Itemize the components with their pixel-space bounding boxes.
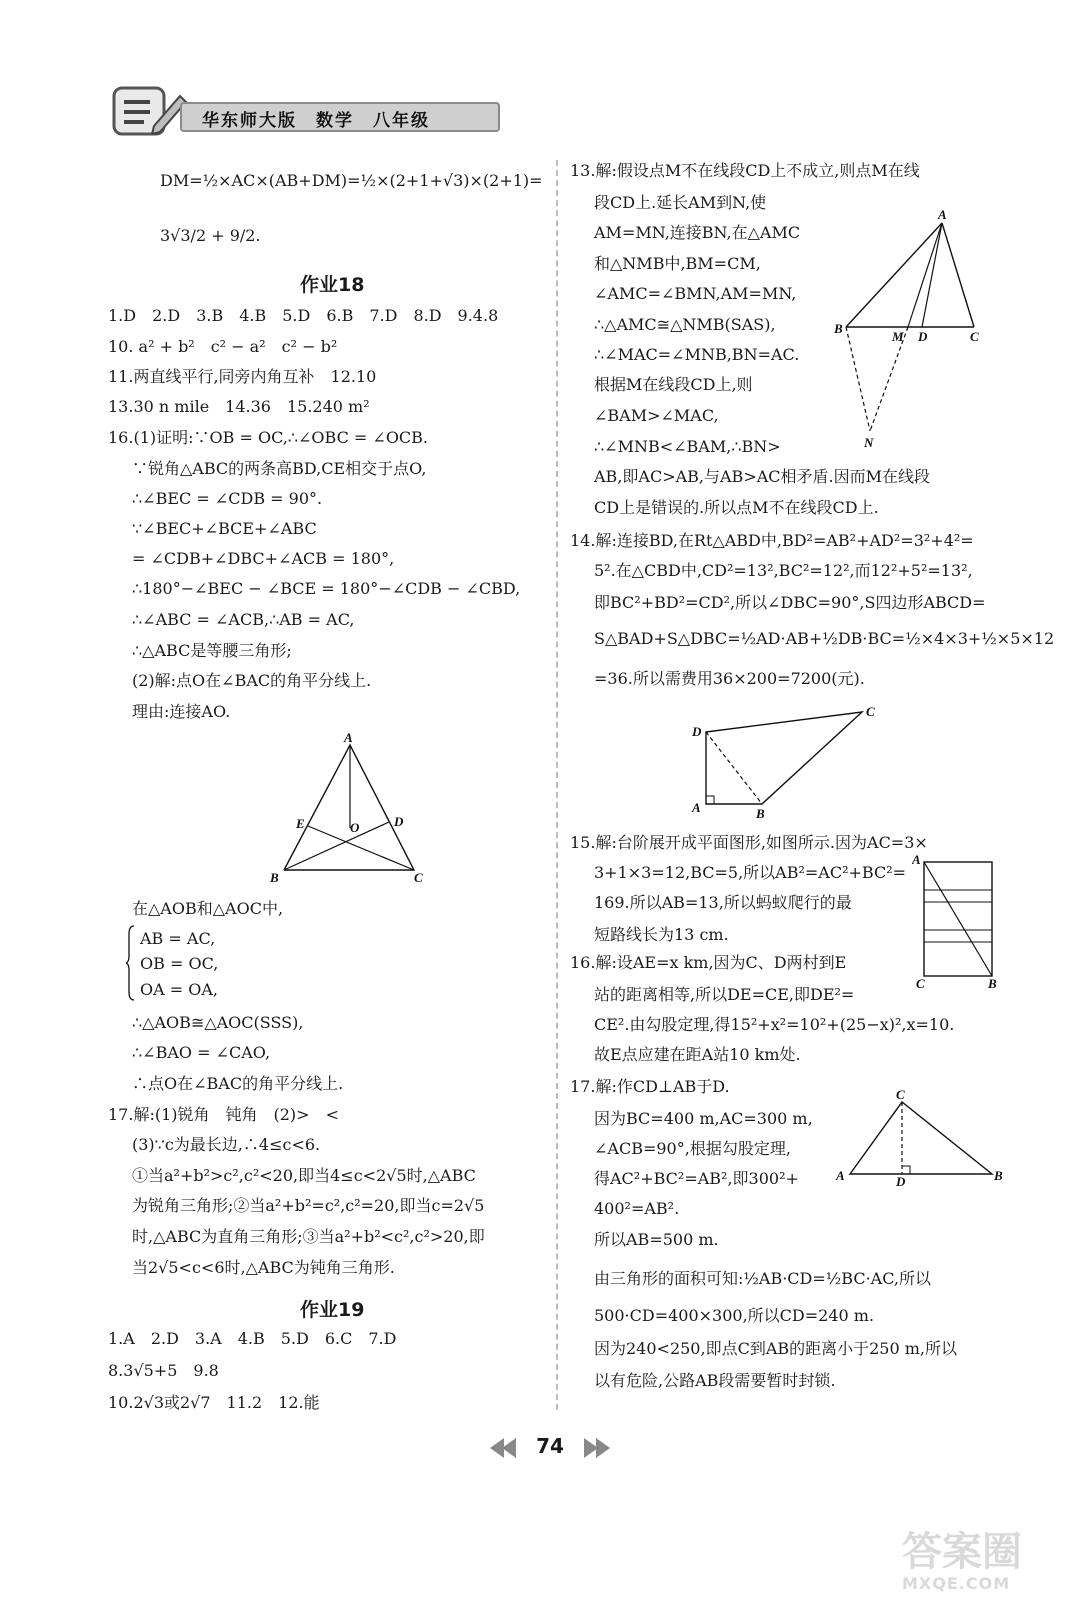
answer-line: ∠BAM>∠MAC,: [594, 406, 719, 425]
answer-line: CD上是错误的.所以点M不在线段CD上.: [594, 498, 879, 517]
continued-line-1: DM=½×AC×(AB+DM)=½×(2+1+√3)×(2+1)=: [160, 171, 543, 190]
answer-line: 15.解:台阶展开成平面图形,如图所示.因为AC=3×: [570, 833, 928, 852]
fig-label: C: [866, 704, 875, 719]
fig-label: B: [270, 870, 279, 885]
figure-triangle-abc-altitudes: [262, 730, 432, 890]
answer-line: 11.两直线平行,同旁内角互补 12.10: [108, 367, 377, 386]
answer-line: 16.(1)证明:∵OB = OC,∴∠OBC = ∠OCB.: [108, 428, 429, 447]
fig-label: D: [692, 724, 702, 739]
answer-line: 5².在△CBD中,CD²=13²,BC²=12²,而12²+5²=13²,: [594, 561, 973, 580]
answer-line: OA = OA,: [140, 980, 219, 999]
fig-label: O: [350, 820, 360, 835]
answer-line: 13.解:假设点M不在线段CD上不成立,则点M在线: [570, 161, 920, 180]
fig-label: A: [344, 730, 353, 745]
fig-label: B: [834, 321, 843, 336]
answer-line: 当2√5<c<6时,△ABC为钝角三角形.: [132, 1258, 395, 1277]
section-heading-19: 作业19: [300, 1299, 365, 1321]
fig-label: E: [296, 816, 305, 831]
answer-line: 8.3√5+5 9.8: [108, 1361, 219, 1380]
fig-label: C: [896, 1088, 905, 1102]
notebook-pencil-icon: [110, 82, 190, 138]
header-title: 华东师大版 数学 八年级: [202, 111, 430, 131]
answer-line: ∴∠BEC = ∠CDB = 90°.: [132, 489, 323, 508]
answer-line: 因为BC=400 m,AC=300 m,: [594, 1109, 813, 1128]
answer-line: 得AC²+BC²=AB²,即300²+: [594, 1169, 799, 1188]
continued-line-2: 3√3/2 + 9/2.: [160, 226, 261, 245]
watermark-text: 答案圈: [902, 1529, 1022, 1575]
answer-line: 所以AB=500 m.: [594, 1230, 719, 1249]
answer-line: CE².由勾股定理,得15²+x²=10²+(25−x)²,x=10.: [594, 1015, 955, 1034]
answer-line: ∵锐角△ABC的两条高BD,CE相交于点O,: [132, 459, 427, 478]
fig-label: A: [836, 1168, 845, 1183]
answer-line: ①当a²+b²>c²,c²<20,即当4≤c<2√5时,△ABC: [132, 1166, 476, 1185]
answer-line: =36.所以需费用36×200=7200(元).: [594, 669, 865, 688]
answer-line: 在△AOB和△AOC中,: [132, 899, 284, 918]
answer-line: ∴△ABC是等腰三角形;: [132, 641, 292, 660]
header-banner: [110, 82, 540, 138]
answer-line: 以有危险,公路AB段需要暂时封锁.: [594, 1371, 836, 1390]
brace-icon: [126, 924, 136, 1002]
fig-label: N: [864, 435, 874, 450]
answer-line: AB = AC,: [140, 929, 216, 948]
answer-line: 500·CD=400×300,所以CD=240 m.: [594, 1306, 875, 1325]
answer-line: 1.D 2.D 3.B 4.B 5.D 6.B 7.D 8.D 9.4.8: [108, 306, 499, 325]
answer-line: ∴∠BAO = ∠CAO,: [132, 1043, 271, 1062]
fig-label: A: [692, 800, 701, 815]
answer-line: ∴∠ABC = ∠ACB,∴AB = AC,: [132, 610, 355, 629]
answer-line: (3)∵c为最长边,∴4≤c<6.: [132, 1135, 321, 1154]
answer-line: ∴△AMC≅△NMB(SAS),: [594, 315, 776, 334]
answer-line: 时,△ABC为直角三角形;③当a²+b²<c²,c²>20,即: [132, 1227, 485, 1246]
figure-17-right-triangle: [832, 1088, 1012, 1188]
answer-line: 由三角形的面积可知:½AB·CD=½BC·AC,所以: [594, 1269, 931, 1288]
answer-line: 根据M在线段CD上,则: [594, 375, 753, 394]
answer-line: 短路线长为13 cm.: [594, 925, 729, 944]
column-divider: [556, 160, 558, 1410]
answer-line: ∴点O在∠BAC的角平分线上.: [132, 1074, 344, 1093]
figure-13-triangle: [832, 205, 992, 455]
answer-line: 故E点应建在距A站10 km处.: [594, 1045, 801, 1064]
answer-line: ∠AMC=∠BMN,AM=MN,: [594, 284, 797, 303]
answer-line: 16.解:设AE=x km,因为C、D两村到E: [570, 953, 847, 972]
answer-line: 1.A 2.D 3.A 4.B 5.D 6.C 7.D: [108, 1329, 397, 1348]
answer-line: ∴∠MNB<∠BAM,∴BN>: [594, 437, 781, 456]
fig-label: B: [988, 976, 997, 990]
answer-line: 169.所以AB=13,所以蚂蚁爬行的最: [594, 893, 852, 912]
fig-label: B: [994, 1168, 1003, 1183]
answer-line: = ∠CDB+∠DBC+∠ACB = 180°,: [132, 549, 395, 568]
answer-line: 即BC²+BD²=CD²,所以∠DBC=90°,S四边形ABCD=: [594, 593, 986, 612]
answer-line: ∴180°−∠BEC − ∠BCE = 180°−∠CDB − ∠CBD,: [132, 579, 521, 598]
page-number-badge: [480, 1428, 620, 1468]
answer-line: 10. a² + b² c² − a² c² − b²: [108, 337, 338, 356]
answer-line: 站的距离相等,所以DE=CE,即DE²=: [594, 985, 855, 1004]
fig-label: D: [918, 329, 928, 344]
fig-label: D: [394, 814, 404, 829]
answer-line: ∴∠MAC=∠MNB,BN=AC.: [594, 345, 800, 364]
answer-line: OB = OC,: [140, 954, 219, 973]
fig-label: B: [756, 806, 765, 821]
fig-label: C: [414, 870, 423, 885]
answer-line: 17.解:作CD⊥AB于D.: [570, 1077, 730, 1096]
answer-line: 为锐角三角形;②当a²+b²=c²,c²=20,即当c=2√5: [132, 1196, 485, 1215]
figure-15-stairs-unfolded: [912, 850, 1002, 990]
answer-line: 3+1×3=12,BC=5,所以AB²=AC²+BC²=: [594, 863, 907, 882]
fig-label: C: [970, 329, 979, 344]
watermark: [902, 1530, 1022, 1593]
answer-line: 段CD上.延长AM到N,使: [594, 193, 767, 212]
fig-label: C: [916, 976, 925, 990]
answer-line: 理由:连接AO.: [132, 702, 231, 721]
figure-14-quadrilateral: [686, 698, 886, 826]
answer-line: (2)解:点O在∠BAC的角平分线上.: [132, 671, 372, 690]
answer-line: 17.解:(1)锐角 钝角 (2)> <: [108, 1105, 339, 1124]
answer-line: 和△NMB中,BM=CM,: [594, 254, 761, 273]
section-heading-18: 作业18: [300, 274, 365, 296]
answer-line: 400²=AB².: [594, 1199, 680, 1218]
watermark-url: MXQE.COM: [902, 1574, 1011, 1593]
fig-label: M: [892, 329, 904, 344]
answer-line: ∠ACB=90°,根据勾股定理,: [594, 1139, 791, 1158]
answer-line: AB,即AC>AB,与AB>AC相矛盾.因而M在线段: [594, 467, 930, 486]
page-number: 74: [536, 1434, 564, 1458]
answer-line: 10.2√3或2√7 11.2 12.能: [108, 1393, 320, 1412]
answer-line: 因为240<250,即点C到AB的距离小于250 m,所以: [594, 1339, 958, 1358]
fig-label: D: [896, 1174, 906, 1188]
fig-label: A: [938, 207, 947, 222]
answer-line: ∴△AOB≅△AOC(SSS),: [132, 1013, 304, 1032]
answer-line: S△BAD+S△DBC=½AD·AB+½DB·BC=½×4×3+½×5×12: [594, 629, 1055, 648]
fig-label: A: [912, 852, 921, 867]
answer-line: AM=MN,连接BN,在△AMC: [594, 223, 801, 242]
answer-line: ∵∠BEC+∠BCE+∠ABC: [132, 519, 317, 538]
answer-line: 13.30 n mile 14.36 15.240 m²: [108, 397, 370, 416]
answer-line: 14.解:连接BD,在Rt△ABD中,BD²=AB²+AD²=3²+4²=: [570, 531, 974, 550]
